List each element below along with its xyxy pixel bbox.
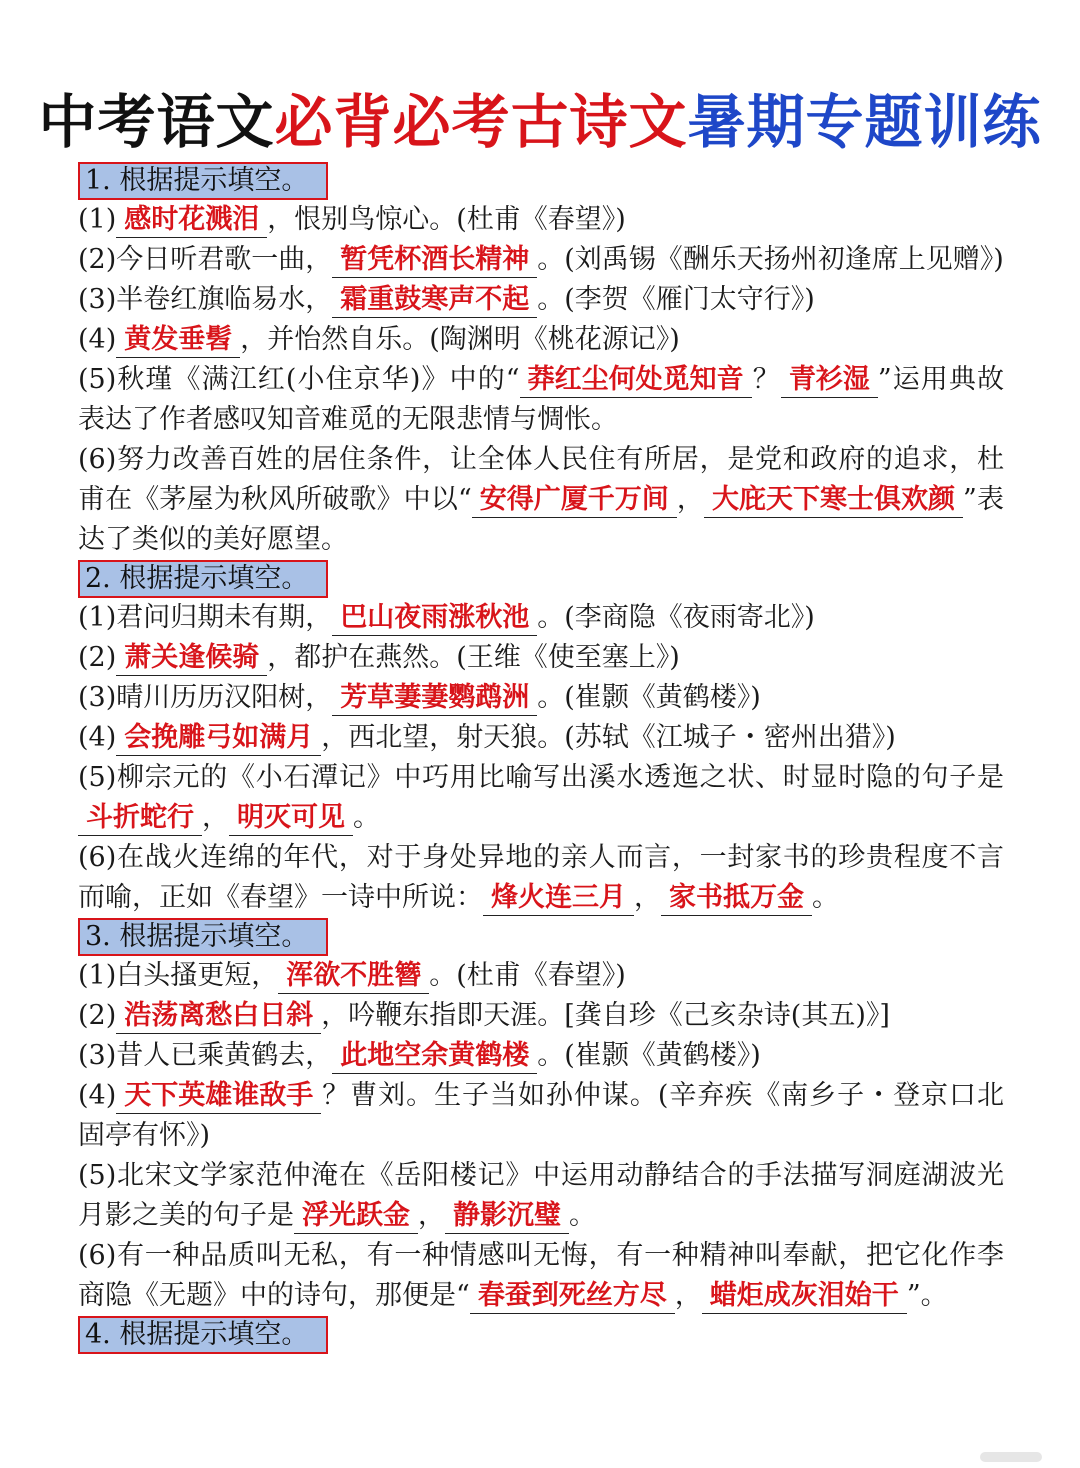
question-text: (1) <box>78 204 117 235</box>
question-text: 。(刘禹锡《酬乐天扬州初逢席上见赠》) <box>537 244 1004 275</box>
question-item <box>78 1076 1004 1156</box>
question-item <box>78 280 1004 320</box>
answer-blank: 巴山夜雨涨秋池 <box>332 601 537 636</box>
question-item <box>78 956 1004 996</box>
section-number: 1. <box>85 165 111 196</box>
question-item <box>78 1156 1004 1236</box>
section-header-2 <box>78 560 328 598</box>
section-number: 4. <box>85 1319 111 1350</box>
answer-blank: 大庇天下寒士俱欢颜 <box>704 483 963 518</box>
answer-blank: 感时花溅泪 <box>116 203 267 238</box>
question-text: (6)在战火连绵的年代，对于身处异地的亲人而言，一封家书的珍贵程度不言而喻，正如《春望》一诗中所说： <box>78 842 1004 913</box>
answer-blank: 斗折蛇行 <box>78 801 202 836</box>
question-item <box>78 240 1004 280</box>
question-text: ，吟鞭东指即天涯。[龚自珍《己亥杂诗(其五)》] <box>321 1000 890 1031</box>
question-text: ， <box>202 802 229 833</box>
question-text: (4) <box>78 1080 117 1111</box>
section-header-3 <box>78 918 328 956</box>
answer-blank: 静影沉璧 <box>445 1199 569 1234</box>
answer-blank: 浑欲不胜簪 <box>278 959 429 994</box>
question-text: (2) <box>78 642 117 673</box>
question-text: (1)君问归期未有期， <box>78 602 333 633</box>
answer-blank: 家书抵万金 <box>661 881 812 916</box>
answer-blank: 浩荡离愁白日斜 <box>116 999 321 1034</box>
question-text: (3)半卷红旗临易水， <box>78 284 333 315</box>
question-text: (1)白头搔更短， <box>78 960 279 991</box>
question-text: ”。 <box>906 1280 948 1311</box>
section-header-row <box>78 560 1004 598</box>
title-part-1: 中考语文 <box>38 88 275 156</box>
section-heading: 根据提示填空。 <box>119 1319 309 1350</box>
question-text: (5)北宋文学家范仲淹在《岳阳楼记》中运用动静结合的手法描写洞庭湖波光月影之美的句子是 <box>78 1160 1004 1231</box>
question-text: 。 <box>353 802 380 833</box>
question-item <box>78 638 1004 678</box>
answer-blank: 萧关逢候骑 <box>116 641 267 676</box>
question-text: (6)有一种品质叫无私，有一种情感叫无悔，有一种精神叫奉献，把它化作李商隐《无题》中的诗句，那便是“ <box>78 1240 1004 1311</box>
section-header-row <box>78 918 1004 956</box>
answer-blank: 蜡炬成灰泪始干 <box>702 1279 907 1314</box>
answer-blank: 青衫湿 <box>781 363 878 398</box>
question-item <box>78 718 1004 758</box>
question-text: ，恨别鸟惊心。(杜甫《春望》) <box>267 204 626 235</box>
section-header-1 <box>78 162 328 200</box>
question-text: 。(杜甫《春望》) <box>429 960 626 991</box>
answer-blank: 会挽雕弓如满月 <box>116 721 321 756</box>
section-number: 2. <box>85 563 111 594</box>
question-text: (2) <box>78 1000 117 1031</box>
question-text: (6)努力改善百姓的居住条件，让全体人民住有所居，是党和政府的追求，杜甫在《茅屋为秋风所破歌》中以“ <box>78 444 1004 515</box>
question-text: (3)昔人已乘黄鹤去， <box>78 1040 333 1071</box>
question-text: ？曹刘。生子当如孙仲谋。(辛弃疾《南乡子・登京口北固亭有怀》) <box>78 1080 1004 1151</box>
question-text: (3)晴川历历汉阳树， <box>78 682 333 713</box>
page-title <box>0 82 1080 162</box>
question-item <box>78 440 1004 560</box>
question-text: (2)今日听君歌一曲， <box>78 244 333 275</box>
question-item <box>78 758 1004 838</box>
answer-blank: 黄发垂髫 <box>116 323 240 358</box>
answer-blank: 明灭可见 <box>229 801 353 836</box>
question-item <box>78 996 1004 1036</box>
answer-blank: 暂凭杯酒长精神 <box>332 243 537 278</box>
question-text: ”表达了类似的美好愿望。 <box>78 484 1004 555</box>
question-item <box>78 1036 1004 1076</box>
section-heading: 根据提示填空。 <box>119 921 309 952</box>
answer-blank: 芳草萋萋鹦鹉洲 <box>332 681 537 716</box>
question-text: ，并怡然自乐。(陶渊明《桃花源记》) <box>240 324 680 355</box>
question-text: ， <box>418 1200 445 1231</box>
answer-blank: 浮光跃金 <box>294 1199 418 1234</box>
question-item <box>78 360 1004 440</box>
question-text: ？ <box>751 364 781 395</box>
question-text: ”运用典故表达了作者感叹知音难觅的无限悲情与惆怅。 <box>78 364 1004 435</box>
section-heading: 根据提示填空。 <box>119 563 309 594</box>
question-text: 。(李贺《雁门太守行》) <box>537 284 815 315</box>
answer-blank: 安得广厦千万间 <box>472 483 677 518</box>
question-text: 。 <box>812 882 839 913</box>
exercise-content <box>78 162 1004 1354</box>
watermark <box>980 1452 1042 1462</box>
question-item <box>78 678 1004 718</box>
question-item <box>78 320 1004 360</box>
answer-blank: 霜重鼓寒声不起 <box>332 283 537 318</box>
question-text: 。(崔颢《黄鹤楼》) <box>537 1040 761 1071</box>
title-part-2: 必背必考古诗文 <box>274 88 688 156</box>
answer-blank: 春蚕到死丝方尽 <box>470 1279 675 1314</box>
question-text: (5)柳宗元的《小石潭记》中巧用比喻写出溪水透迤之状、时显时隐的句子是 <box>78 762 1004 793</box>
question-text: ，都护在燕然。(王维《使至塞上》) <box>267 642 680 673</box>
question-text: 。 <box>569 1200 596 1231</box>
question-item <box>78 838 1004 918</box>
question-text: (5)秋瑾《满江红(小住京华)》中的“ <box>78 364 520 395</box>
question-text: ， <box>676 484 705 515</box>
section-header-row <box>78 1316 1004 1354</box>
section-number: 3. <box>85 921 111 952</box>
question-text: 。(崔颢《黄鹤楼》) <box>537 682 761 713</box>
question-text: ，西北望，射天狼。(苏轼《江城子・密州出猎》) <box>321 722 896 753</box>
question-item <box>78 200 1004 240</box>
question-text: 。(李商隐《夜雨寄北》) <box>537 602 815 633</box>
question-text: (4) <box>78 722 117 753</box>
answer-blank: 此地空余黄鹤楼 <box>332 1039 537 1074</box>
section-header-4 <box>78 1316 328 1354</box>
section-heading: 根据提示填空。 <box>119 165 309 196</box>
answer-blank: 天下英雄谁敌手 <box>116 1079 321 1114</box>
question-item <box>78 598 1004 638</box>
section-header-row <box>78 162 1004 200</box>
question-text: ， <box>634 882 661 913</box>
title-part-3: 暑期专题训练 <box>687 88 1042 156</box>
answer-blank: 烽火连三月 <box>483 881 634 916</box>
question-text: ， <box>674 1280 702 1311</box>
question-item <box>78 1236 1004 1316</box>
answer-blank: 莽红尘何处觅知音 <box>520 363 752 398</box>
question-text: (4) <box>78 324 117 355</box>
